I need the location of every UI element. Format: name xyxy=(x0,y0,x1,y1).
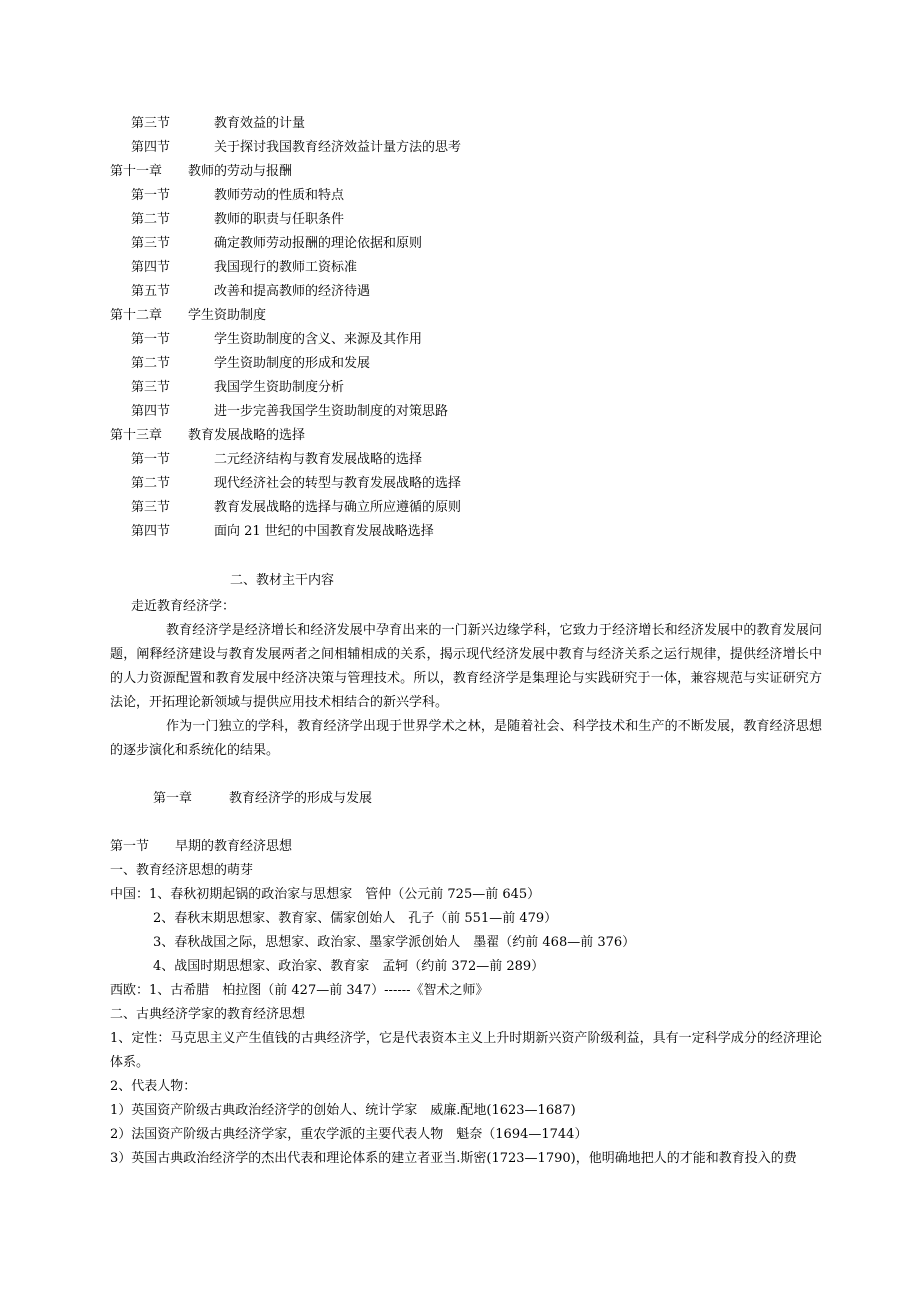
section-name: 早期的教育经济思想 xyxy=(175,839,293,854)
toc-title: 学生资助制度的形成和发展 xyxy=(214,356,371,371)
toc-label: 第四节 xyxy=(131,260,171,275)
list-heading: 2、代表人物： xyxy=(110,1079,197,1094)
list-item: 4、战国时期思想家、政治家、教育家 孟轲（约前 372—前 289） xyxy=(153,959,545,974)
definition-paragraph: 1、定性：马克思主义产生值钱的古典经济学，它是代表资本主义上升时期新兴资产阶级利益，具有一定科学成分的经济理论体系。 xyxy=(110,1031,822,1070)
list-item: 3、春秋战国之际，思想家、政治家、墨家学派创始人 墨翟（约前 468—前 376） xyxy=(153,935,636,950)
toc-title: 学生资助制度的含义、来源及其作用 xyxy=(214,332,423,347)
toc-label: 第二节 xyxy=(131,212,171,227)
toc-title: 教育效益的计量 xyxy=(214,116,306,131)
toc-title: 教师的职责与任职条件 xyxy=(214,212,345,227)
toc-label: 第二节 xyxy=(131,356,171,371)
toc-label: 第三节 xyxy=(131,500,171,515)
toc-label: 第四节 xyxy=(131,140,171,155)
toc-label: 第十一章 xyxy=(110,164,163,179)
list-item: 2、春秋末期思想家、教育家、儒家创始人 孔子（前 551—前 479） xyxy=(153,911,558,926)
toc-label: 第三节 xyxy=(131,116,171,131)
toc-title: 二元经济结构与教育发展战略的选择 xyxy=(214,452,423,467)
toc-title: 确定教师劳动报酬的理论依据和原则 xyxy=(214,236,423,251)
list-item: 2）法国资产阶级古典经济学家，重农学派的主要代表人物 魁奈（1694—1744） xyxy=(110,1127,588,1142)
toc-label: 第四节 xyxy=(131,524,171,539)
toc-label: 第三节 xyxy=(131,380,171,395)
section-label: 第一节 xyxy=(110,839,150,854)
list-item: 1）英国资产阶级古典政治经济学的创始人、统计学家 威廉.配地(1623—1687) xyxy=(110,1103,576,1118)
toc-label: 第二节 xyxy=(131,476,171,491)
intro-paragraph: 教育经济学是经济增长和经济发展中孕育出来的一门新兴边缘学科，它致力于经济增长和经济发展中的教育发展问题，阐释经济建设与教育发展两者之间相辅相成的关系，揭示现代经济发展中教育与经济关系之运行规律，提供经济增长中的人力资源配置和教育发展中经济决策与管理技术。所以，教育经济学是集理论与实践研究于一体，兼容规范与实证研究方法论，开拓理论新领域与提供应用技术相结合的新兴学科。 xyxy=(110,623,822,710)
subheading: 一、教育经济思想的萌芽 xyxy=(110,863,254,878)
toc-title: 教师的劳动与报酬 xyxy=(188,164,293,179)
toc-label: 第三节 xyxy=(131,236,171,251)
toc-label: 第一节 xyxy=(131,452,171,467)
toc-title: 关于探讨我国教育经济效益计量方法的思考 xyxy=(214,140,462,155)
intro-heading: 走近教育经济学： xyxy=(131,599,236,614)
toc-label: 第十三章 xyxy=(110,428,163,443)
list-item: 西欧：1、古希腊 柏拉图（前 427—前 347）------《智术之师》 xyxy=(110,983,489,998)
toc-title: 现代经济社会的转型与教育发展战略的选择 xyxy=(214,476,462,491)
list-item: 3）英国古典政治经济学的杰出代表和理论体系的建立者亚当.斯密(1723—1790)，他明确地把人的才能和教育投入的费 xyxy=(110,1151,797,1166)
section-heading: 二、教材主干内容 xyxy=(230,573,335,588)
chapter-title: 教育经济学的形成与发展 xyxy=(229,791,373,806)
toc-title: 我国学生资助制度分析 xyxy=(214,380,345,395)
intro-paragraph: 作为一门独立的学科，教育经济学出现于世界学术之林，是随着社会、科学技术和生产的不断发展，教育经济思想的逐步演化和系统化的结果。 xyxy=(110,719,822,758)
toc-label: 第十二章 xyxy=(110,308,163,323)
toc-title: 教育发展战略的选择与确立所应遵循的原则 xyxy=(214,500,462,515)
list-item: 中国：1、春秋初期起锅的政治家与思想家 管仲（公元前 725—前 645） xyxy=(110,887,541,902)
toc-label: 第一节 xyxy=(131,188,171,203)
toc-title: 面向 21 世纪的中国教育发展战略选择 xyxy=(214,524,434,539)
toc-label: 第四节 xyxy=(131,404,171,419)
toc-label: 第一节 xyxy=(131,332,171,347)
toc-title: 教育发展战略的选择 xyxy=(188,428,306,443)
toc-title: 进一步完善我国学生资助制度的对策思路 xyxy=(214,404,449,419)
toc-title: 改善和提高教师的经济待遇 xyxy=(214,284,371,299)
subheading: 二、古典经济学家的教育经济思想 xyxy=(110,1007,306,1022)
chapter-label: 第一章 xyxy=(153,791,193,806)
toc-title: 学生资助制度 xyxy=(188,308,267,323)
toc-label: 第五节 xyxy=(131,284,171,299)
toc-title: 教师劳动的性质和特点 xyxy=(214,188,345,203)
toc-title: 我国现行的教师工资标准 xyxy=(214,260,358,275)
